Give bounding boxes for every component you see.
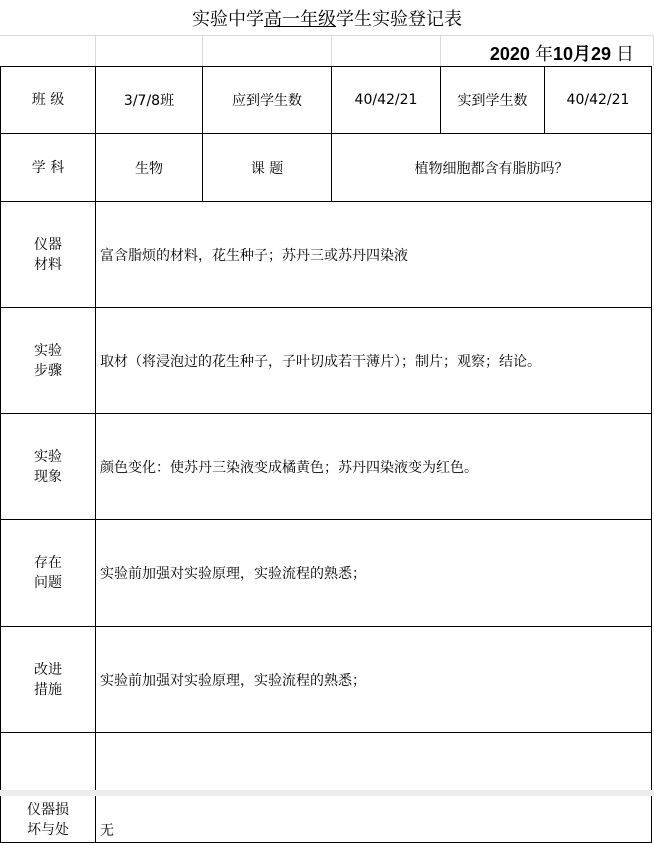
section-row xyxy=(1,202,652,308)
actual-count-value: 40/42/21 xyxy=(545,67,652,134)
section-label-line1: 仪器 xyxy=(34,236,62,253)
date-day-label: 日 xyxy=(616,44,634,65)
section-content: 实验前加强对实验原理，实验流程的熟悉； xyxy=(96,627,652,733)
experiment-record-table xyxy=(0,66,652,843)
section-label-line2: 材料 xyxy=(34,256,62,273)
section-label xyxy=(1,520,96,627)
title-grade: 高一年级 xyxy=(264,8,336,30)
actual-count-label: 实到学生数 xyxy=(441,67,545,134)
section-row xyxy=(1,520,652,627)
date-row xyxy=(0,35,654,67)
section-content: 颜色变化：使苏丹三染液变成橘黄色；苏丹四染液变为红色。 xyxy=(96,414,652,520)
expected-count-label: 应到学生数 xyxy=(203,67,332,134)
section-row xyxy=(1,733,652,843)
date-month-day: 10月29 xyxy=(552,44,611,64)
section-content: 实验前加强对实验原理，实验流程的熟悉； xyxy=(96,520,652,627)
section-label-line1: 实验 xyxy=(34,342,62,359)
section-row xyxy=(1,627,652,733)
expected-count-value: 40/42/21 xyxy=(332,67,441,134)
section-label xyxy=(1,202,96,308)
title-school: 实验中学 xyxy=(192,8,264,30)
section-label xyxy=(1,414,96,520)
class-label: 班 级 xyxy=(1,67,96,134)
section-label-line1: 存在 xyxy=(34,555,62,571)
subject-label: 学 科 xyxy=(1,134,96,202)
section-label-line1: 改进 xyxy=(34,661,62,678)
section-content: 无 xyxy=(96,733,652,843)
section-label-line2: 问题 xyxy=(34,575,62,591)
date-year: 2020 xyxy=(489,44,530,64)
grid-line xyxy=(202,36,203,67)
subject-row xyxy=(1,134,652,202)
horizontal-scrollbar[interactable] xyxy=(0,790,654,796)
grid-line xyxy=(331,36,332,67)
topic-label: 课 题 xyxy=(203,134,332,202)
section-row xyxy=(1,308,652,414)
date-year-label: 年 xyxy=(534,44,553,65)
section-label-line1: 仪器损 xyxy=(27,802,69,818)
section-content: 取材（将浸泡过的花生种子，子叶切成若干薄片）；制片；观察；结论。 xyxy=(96,308,652,414)
section-label-line2: 坏与处 xyxy=(27,822,69,838)
section-label-line2: 措施 xyxy=(34,681,62,698)
class-row xyxy=(1,67,652,134)
section-label xyxy=(1,308,96,414)
section-row xyxy=(1,414,652,520)
class-value: 3/7/8班 xyxy=(96,67,203,134)
grid-line xyxy=(440,36,441,67)
topic-value: 植物细胞都含有脂肪吗？ xyxy=(332,134,652,202)
title-form-name: 学生实验登记表 xyxy=(336,8,462,30)
section-content: 富含脂烦的材料，花生种子；苏丹三或苏丹四染液 xyxy=(96,202,652,308)
section-label xyxy=(1,627,96,733)
form-title xyxy=(0,0,654,35)
section-label-line2: 现象 xyxy=(34,468,62,485)
grid-line xyxy=(95,36,96,67)
section-label xyxy=(1,733,96,843)
section-label-line2: 步骤 xyxy=(34,362,62,379)
subject-value: 生物 xyxy=(96,134,203,202)
section-label-line1: 实验 xyxy=(34,448,62,465)
record-date xyxy=(490,40,634,66)
